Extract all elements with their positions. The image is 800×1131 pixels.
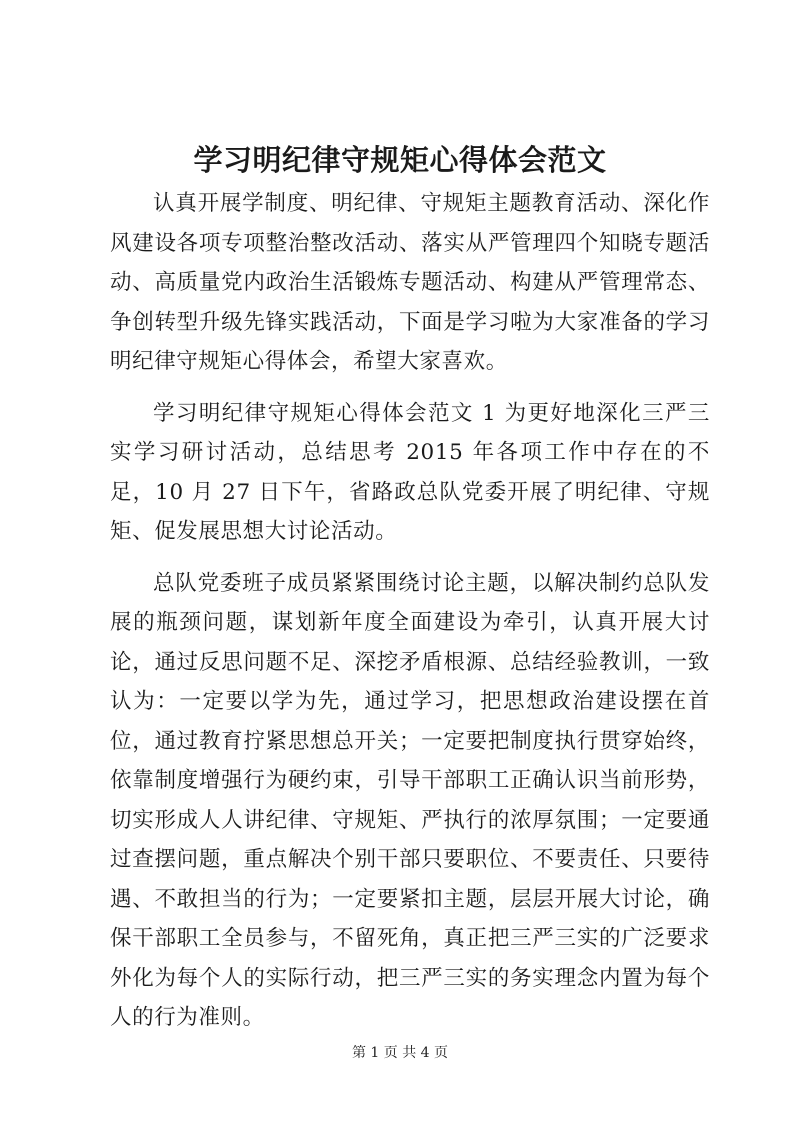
paragraph-discussion: 总队党委班子成员紧紧围绕讨论主题，以解决制约总队发展的瓶颈问题，谋划新年度全面建设为牵引，认真开展大讨论，通过反思问题不足、深挖矛盾根源、总结经验教训，一致认为：一定要以学为先，通过学习，把思想政治建设摆在首位，通过教育拧紧思想总开关；一定要把制度执行贯穿始终，依靠制度增强行为硬约束，引导干部职工正确认识当前形势，切实形成人人讲纪律、守规矩、严执行的浓厚氛围；一定要通过查摆问题，重点解决个别干部只要职位、不要责任、只要待遇、不敢担当的行为；一定要紧扣主题，层层开展大讨论，确保干部职工全员参与，不留死角，真正把三严三实的广泛要求外化为每个人的实际行动，把三严三实的务实理念内置为每个人的行为准则。 [110, 570, 710, 1030]
document-title: 学习明纪律守规矩心得体会范文 [193, 143, 607, 177]
page-number-footer: 第 1 页 共 4 页 [351, 1045, 449, 1061]
document-body [110, 184, 710, 1050]
paragraph-sample-1: 学习明纪律守规矩心得体会范文 1 为更好地深化三严三实学习研讨活动，总结思考 2015 年各项工作中存在的不足，10 月 27 日下午，省路政总队党委开展了明纪律、守规矩、促发展思想大讨论活动。 [110, 400, 710, 544]
paragraph-intro: 认真开展学制度、明纪律、守规矩主题教育活动、深化作风建设各项专项整治整改活动、落实从严管理四个知晓专题活动、高质量党内政治生活锻炼专题活动、构建从严管理常态、争创转型升级先锋实践活动，下面是学习啦为大家准备的学习明纪律守规矩心得体会，希望大家喜欢。 [110, 191, 710, 374]
